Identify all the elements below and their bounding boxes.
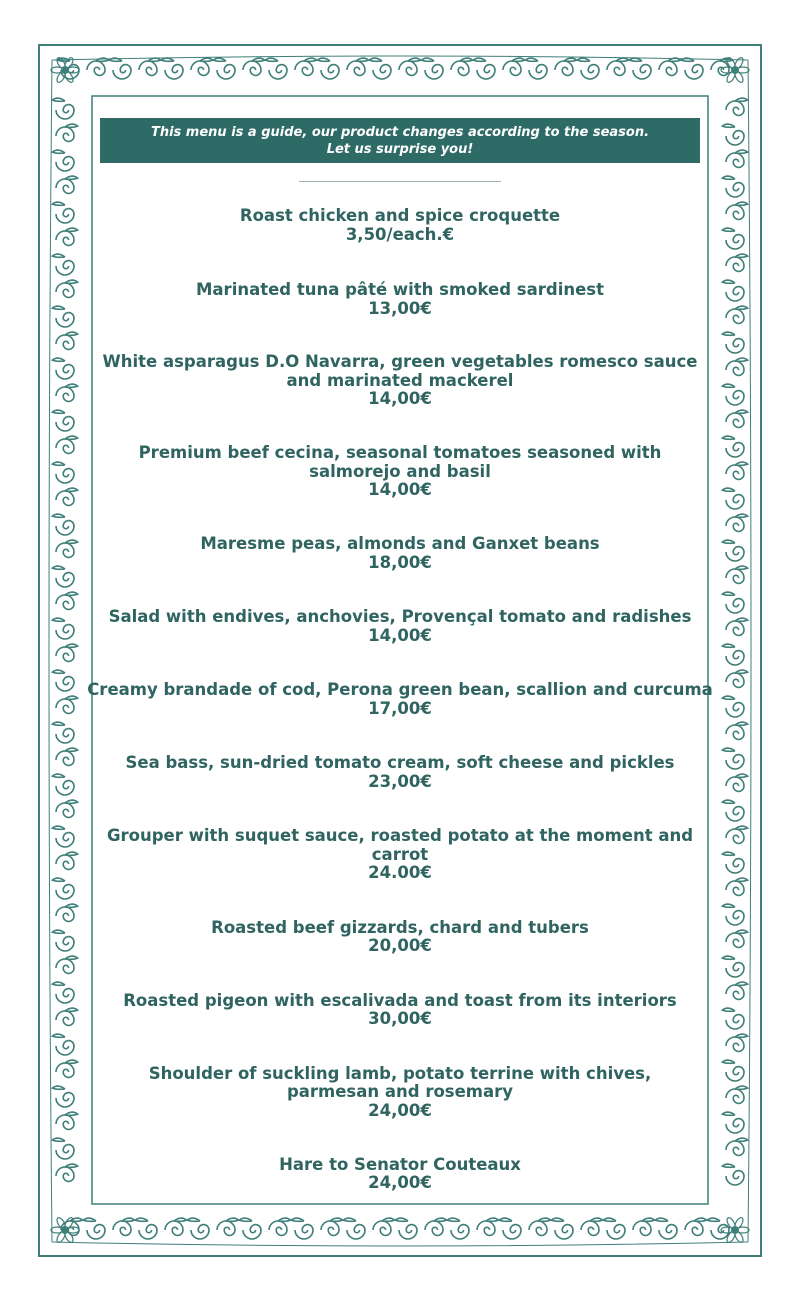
dish-item [80,681,720,718]
dish-name: Salad with endives, anchovies, Provençal tomato and radishes [108,607,692,626]
dish-item [80,207,720,244]
dish-item [80,1156,720,1193]
dish-name: Premium beef cecina, seasonal tomatoes seasoned with salmorejo and basil [138,443,662,481]
dish-item [80,444,720,500]
dish-item [80,827,720,883]
dish-item [80,1065,720,1121]
dish-price: 23,00€ [368,771,432,791]
dish-name: White asparagus D.O Navarra, green vegetables romesco sauce and marinated mackerel [102,352,698,390]
dish-price: 13,00€ [368,298,432,318]
dish-price: 17,00€ [368,698,432,718]
dish-name: Marinated tuna pâté with smoked sardinest [196,280,604,299]
dish-price: 30,00€ [368,1009,432,1028]
dish-price: 24,00€ [368,1173,432,1192]
dish-list [80,207,720,1229]
dish-price: 18,00€ [368,552,432,572]
dish-item [80,992,720,1029]
dish-name: Roast chicken and spice croquette [239,206,561,225]
dish-item [80,535,720,572]
dish-item [80,919,720,956]
dish-price: 20,00€ [368,936,432,955]
dish-price: 14,00€ [368,480,432,499]
dish-price: 24.00€ [368,863,432,882]
banner-line-2: Let us surprise you! [326,141,474,157]
season-notice-banner [100,118,700,163]
dish-price: 14,00€ [368,625,432,645]
dish-price: 24,00€ [368,1100,432,1120]
dish-name: Maresme peas, almonds and Ganxet beans [200,534,600,553]
dish-item [80,754,720,791]
dish-price: 14,00€ [368,389,432,408]
dish-name: Roasted beef gizzards, chard and tubers [211,917,589,937]
dish-price: 3,50/each.€ [345,224,455,244]
dish-name: Shoulder of suckling lamb, potato terrine with chives, parmesan and rosemary [148,1063,652,1101]
banner-line-1: This menu is a guide, our product changes according to the season. [150,124,650,140]
dish-name: Creamy brandade of cod, Perona green bean, scallion and curcuma [87,680,713,699]
dish-item [80,281,720,318]
dish-name: Hare to Senator Couteaux [279,1154,521,1174]
dish-item [80,608,720,645]
dish-item [80,353,720,409]
dish-name: Grouper with suquet sauce, roasted potato at the moment and carrot [106,826,694,864]
dish-name: Sea bass, sun-dried tomato cream, soft cheese and pickles [125,753,675,772]
dish-name: Roasted pigeon with escalivada and toast from its interiors [123,990,677,1010]
divider-line [299,181,501,182]
